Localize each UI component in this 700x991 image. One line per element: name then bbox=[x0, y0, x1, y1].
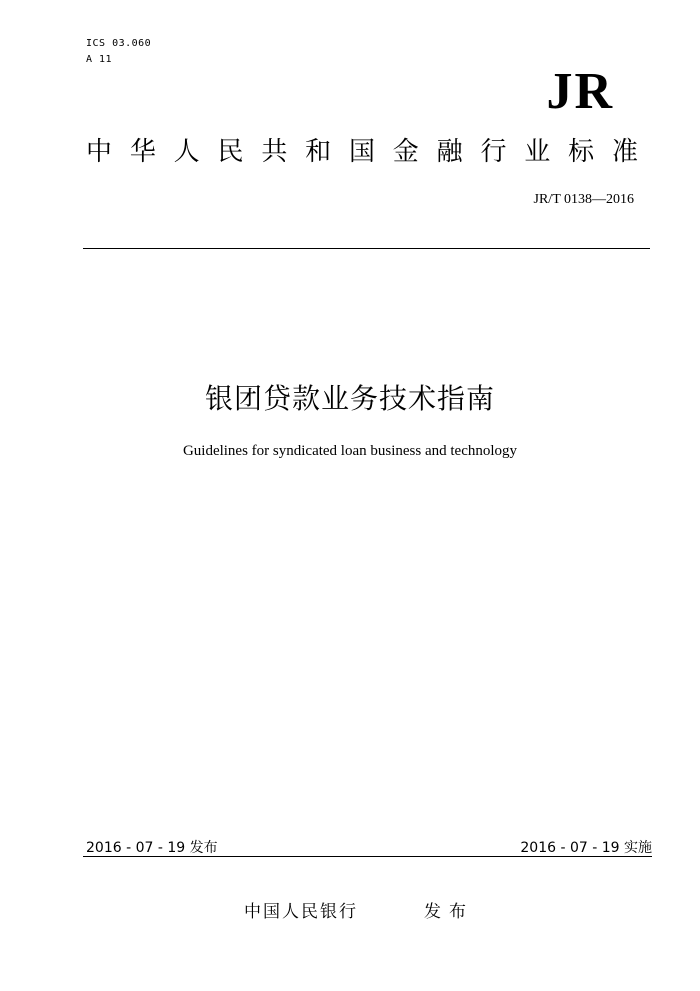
industry-standard-char: 人 bbox=[173, 137, 200, 167]
document-title-english: Guidelines for syndicated loan business and technology bbox=[182, 443, 518, 459]
industry-standard-char: 融 bbox=[436, 137, 463, 167]
industry-standard-char: 国 bbox=[348, 137, 375, 167]
header-divider bbox=[83, 248, 650, 249]
industry-standard-char: 标 bbox=[568, 137, 595, 167]
ics-code: ICS 03.060 bbox=[86, 38, 152, 49]
industry-standard-heading bbox=[86, 132, 638, 172]
industry-standard-char: 民 bbox=[217, 137, 244, 167]
jr-logo: JR bbox=[546, 63, 614, 120]
footer-divider bbox=[83, 856, 652, 857]
industry-standard-char: 中 bbox=[86, 137, 113, 167]
industry-standard-char: 华 bbox=[129, 137, 156, 167]
implementation-date: 2016 - 07 - 19 实施 bbox=[520, 840, 652, 856]
issue-date: 2016 - 07 - 19 发布 bbox=[86, 840, 218, 856]
industry-standard-char: 准 bbox=[611, 137, 638, 167]
standard-number: JR/T 0138—2016 bbox=[533, 192, 634, 207]
industry-standard-char: 和 bbox=[305, 137, 332, 167]
publisher-name: 中国人民银行 bbox=[244, 902, 358, 922]
industry-standard-char: 共 bbox=[261, 137, 288, 167]
document-title-chinese: 银团贷款业务技术指南 bbox=[204, 382, 495, 415]
industry-standard-char: 金 bbox=[392, 137, 419, 167]
publish-label: 发布 bbox=[424, 902, 474, 922]
industry-standard-char: 业 bbox=[524, 137, 551, 167]
ccs-code: A 11 bbox=[86, 54, 113, 65]
industry-standard-char: 行 bbox=[480, 137, 507, 167]
